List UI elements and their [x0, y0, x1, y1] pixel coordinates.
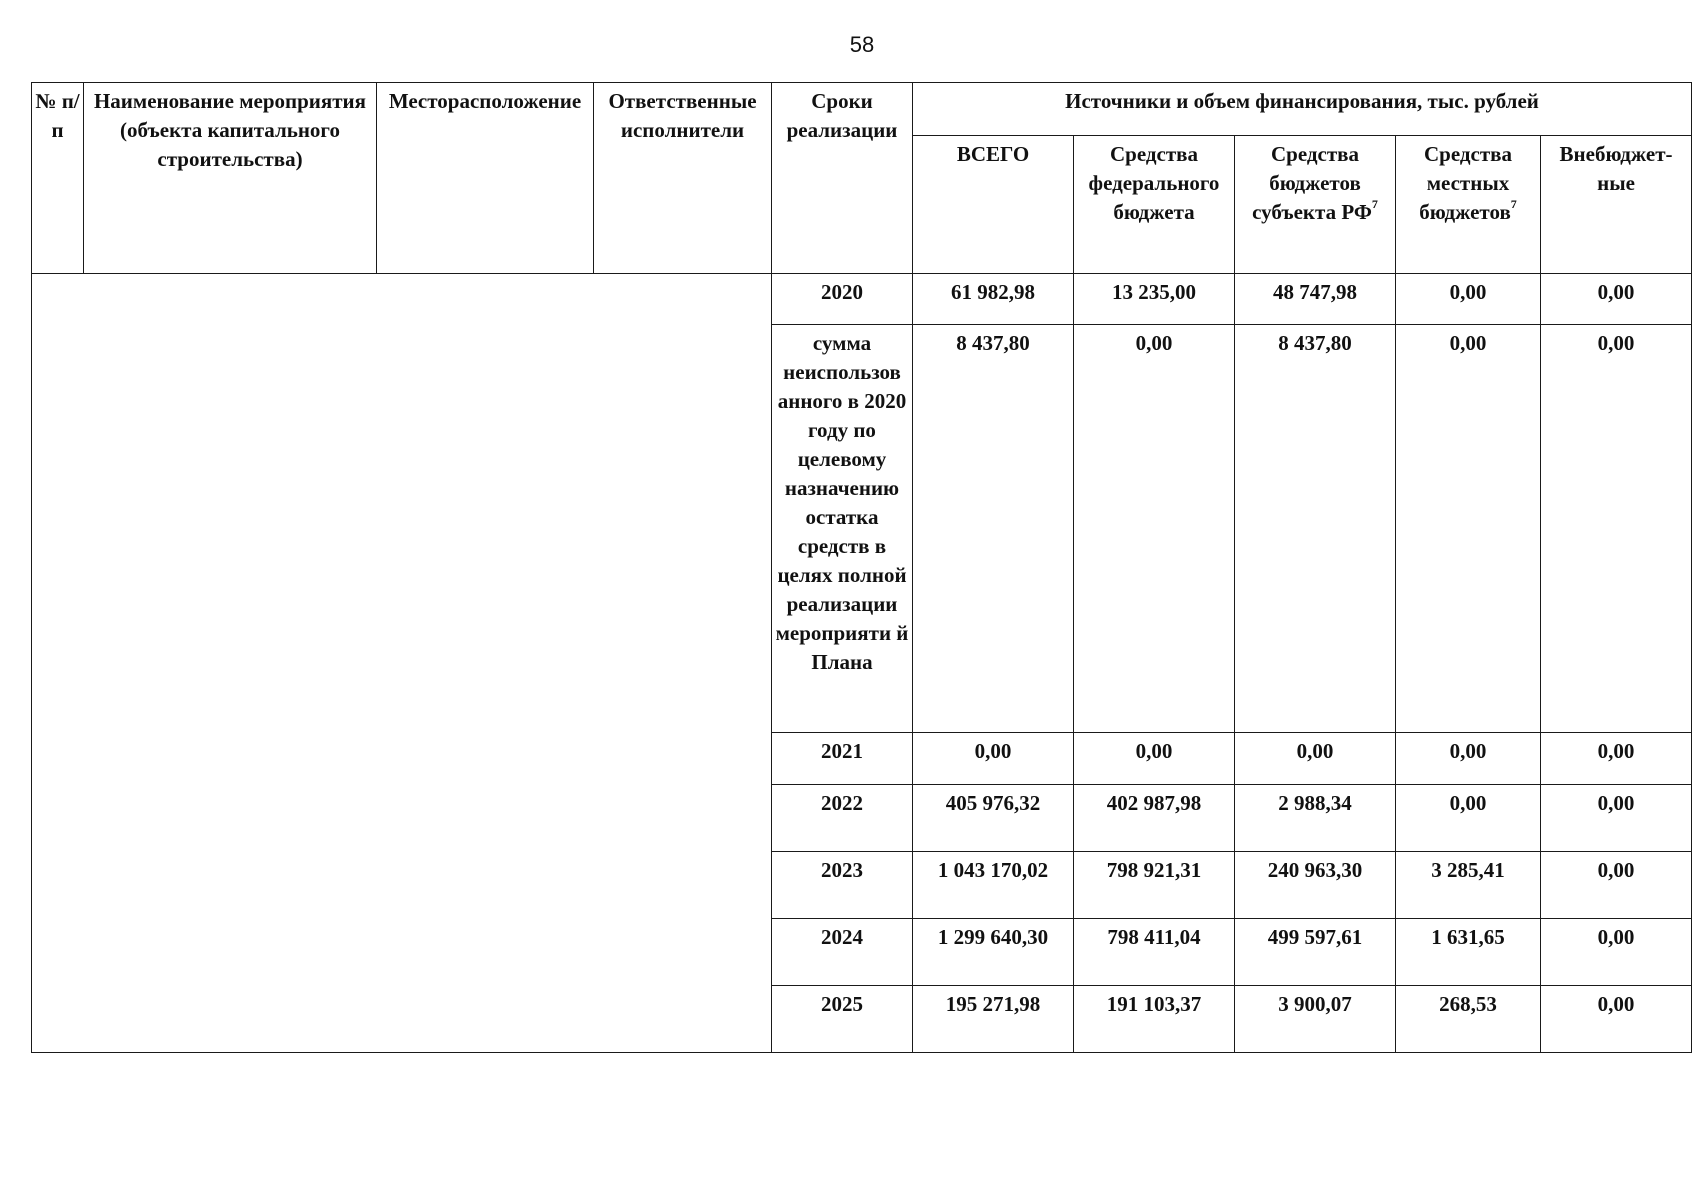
total-cell: 8 437,80 [913, 325, 1074, 733]
extra-cell: 0,00 [1541, 274, 1692, 325]
header-regional-label: Средства бюджетов субъекта РФ [1252, 142, 1372, 224]
term-cell: сумма неиспользов анного в 2020 году по целевому назначению остатка средств в целях полной реализации мероприяти й Плана [772, 325, 913, 733]
regional-cell: 48 747,98 [1235, 274, 1396, 325]
federal-cell: 798 411,04 [1074, 919, 1235, 986]
federal-cell: 0,00 [1074, 325, 1235, 733]
header-term: Сроки реализации [772, 83, 913, 274]
total-cell: 0,00 [913, 733, 1074, 785]
extra-cell: 0,00 [1541, 785, 1692, 852]
extra-cell: 0,00 [1541, 919, 1692, 986]
header-total: ВСЕГО [913, 136, 1074, 274]
federal-cell: 402 987,98 [1074, 785, 1235, 852]
regional-cell: 8 437,80 [1235, 325, 1396, 733]
page-number: 58 [849, 32, 875, 57]
empty-merged-block [32, 274, 772, 1053]
regional-cell: 3 900,07 [1235, 986, 1396, 1053]
local-cell: 3 285,41 [1396, 852, 1541, 919]
header-local-footnote: 7 [1510, 196, 1517, 211]
extra-cell: 0,00 [1541, 852, 1692, 919]
header-extra: Внебюджет-ные [1541, 136, 1692, 274]
header-regional-footnote: 7 [1371, 196, 1378, 211]
local-cell: 1 631,65 [1396, 919, 1541, 986]
header-local-label: Средства местных бюджетов [1419, 142, 1512, 224]
federal-cell: 191 103,37 [1074, 986, 1235, 1053]
term-cell: 2024 [772, 919, 913, 986]
term-cell: 2023 [772, 852, 913, 919]
header-sources-group: Источники и объем финансирования, тыс. рублей [913, 83, 1692, 136]
federal-cell: 13 235,00 [1074, 274, 1235, 325]
local-cell: 0,00 [1396, 325, 1541, 733]
table-row [32, 274, 1692, 325]
local-cell: 0,00 [1396, 274, 1541, 325]
header-local [1396, 136, 1541, 274]
term-cell: 2022 [772, 785, 913, 852]
term-cell: 2020 [772, 274, 913, 325]
regional-cell: 0,00 [1235, 733, 1396, 785]
header-regional [1235, 136, 1396, 274]
header-responsible: Ответственные исполнители [594, 83, 772, 274]
total-cell: 1 043 170,02 [913, 852, 1074, 919]
extra-cell: 0,00 [1541, 325, 1692, 733]
extra-cell: 0,00 [1541, 986, 1692, 1053]
extra-cell: 0,00 [1541, 733, 1692, 785]
regional-cell: 240 963,30 [1235, 852, 1396, 919]
total-cell: 195 271,98 [913, 986, 1074, 1053]
local-cell: 0,00 [1396, 733, 1541, 785]
federal-cell: 798 921,31 [1074, 852, 1235, 919]
header-num: № п/п [32, 83, 84, 274]
total-cell: 1 299 640,30 [913, 919, 1074, 986]
total-cell: 405 976,32 [913, 785, 1074, 852]
header-name: Наименование мероприятия (объекта капитального строительства) [84, 83, 377, 274]
total-cell: 61 982,98 [913, 274, 1074, 325]
header-location: Месторасположение [377, 83, 594, 274]
term-cell: 2021 [772, 733, 913, 785]
regional-cell: 499 597,61 [1235, 919, 1396, 986]
local-cell: 268,53 [1396, 986, 1541, 1053]
header-federal: Средства федерального бюджета [1074, 136, 1235, 274]
local-cell: 0,00 [1396, 785, 1541, 852]
federal-cell: 0,00 [1074, 733, 1235, 785]
financing-table [31, 82, 1692, 1053]
header-row-1 [32, 83, 1692, 136]
term-cell: 2025 [772, 986, 913, 1053]
regional-cell: 2 988,34 [1235, 785, 1396, 852]
